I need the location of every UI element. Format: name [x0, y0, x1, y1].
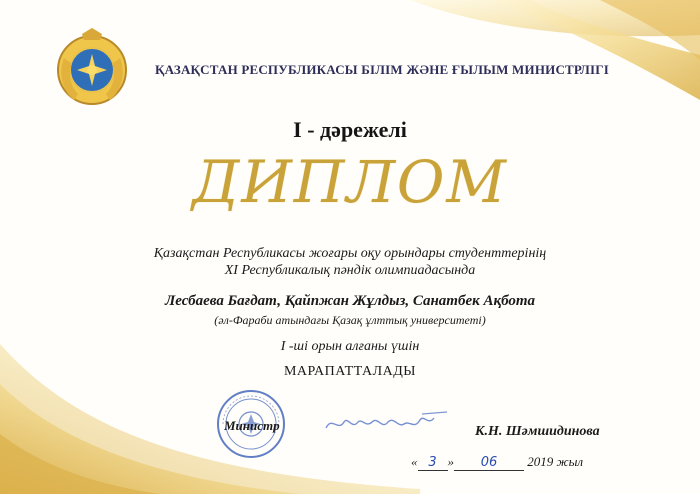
minister-signature [322, 408, 452, 440]
diploma-title: ДИПЛОМ [192, 148, 508, 216]
university-name: (әл-Фараби атындағы Қазақ ұлттық университеті) [214, 313, 486, 327]
place-awarded: І -ші орын алғаны үшін [280, 339, 420, 354]
date-day: 3 [418, 455, 448, 471]
olympiad-line-1: Қазақстан Республикасы жоғары оқу орындары студенттерінің [153, 246, 547, 261]
diploma-degree: І - дәрежелі [293, 117, 407, 142]
date-month: 06 [454, 455, 524, 471]
date-year: 2019 жыл [527, 454, 584, 469]
signer-name: К.Н. Шәмшидинова [475, 424, 600, 439]
awarded-text: МАРАПАТТАЛАДЫ [283, 364, 417, 379]
olympiad-line-2: XI Республикалық пәндік олимпиадасында [224, 263, 476, 278]
gold-swirl-top-right [370, 0, 700, 120]
date-row [411, 454, 583, 471]
recipient-names: Лесбаева Бағдат, Қайпжан Жұлдыз, Санатбек Ақбота [164, 293, 536, 309]
ministry-heading: ҚАЗАҚСТАН РЕСПУБЛИКАСЫ БІЛІМ ЖӘНЕ ҒЫЛЫМ МИНИСТРЛІГІ [155, 62, 609, 77]
minister-label: Министр [224, 418, 280, 433]
date-open-quote: « [411, 454, 418, 469]
state-emblem-icon [52, 28, 132, 108]
date-close-quote: » [447, 454, 454, 469]
